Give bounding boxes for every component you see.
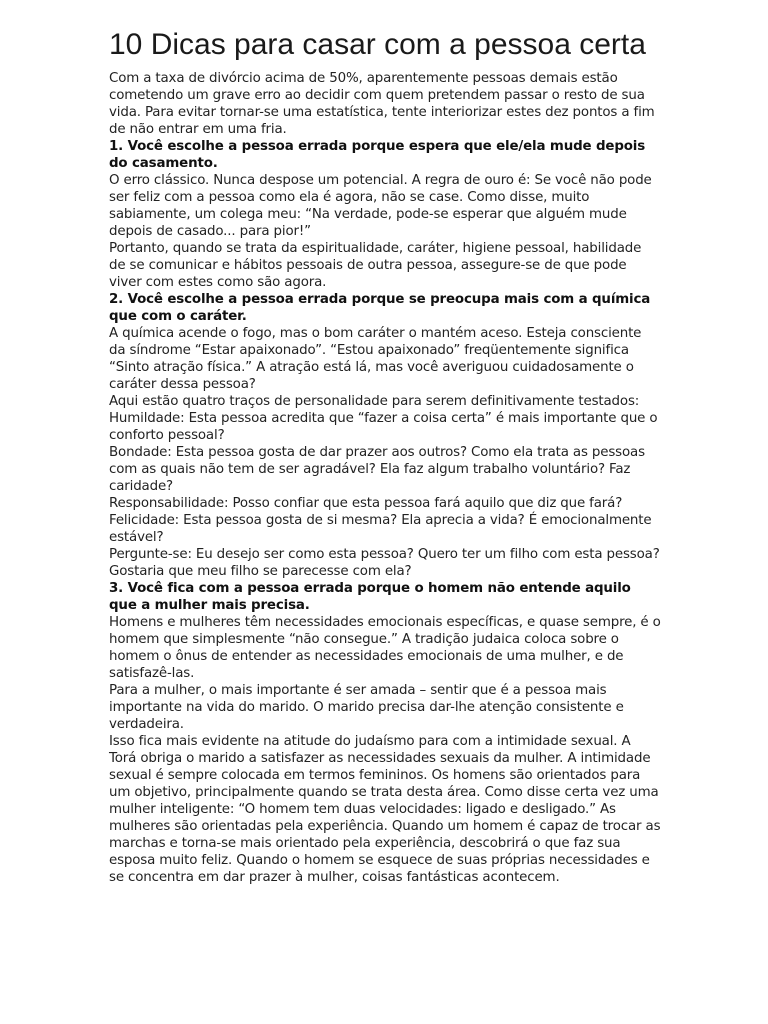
paragraph: O erro clássico. Nunca despose um potencial. A regra de ouro é: Se você não pode ser feliz com a pessoa como ela é agora, não se case. Como disse, muito sabiamente, um colega meu: “Na verdade, pode-se esperar que alguém mude depois de casado... para pior!” — [109, 173, 652, 239]
paragraph: Portanto, quando se trata da espiritualidade, caráter, higiene pessoal, habilidade de se comunicar e hábitos pessoais de outra pessoa, assegure-se de que pode viver com estes como são agora. — [109, 241, 642, 290]
paragraph: Bondade: Esta pessoa gosta de dar prazer aos outros? Como ela trata as pessoas com as quais não tem de ser agradável? Ela faz algum trabalho voluntário? Faz caridade? — [109, 445, 645, 494]
document-body — [109, 70, 661, 886]
paragraph: Felicidade: Esta pessoa gosta de si mesma? Ela aprecia a vida? É emocionalmente estável? — [109, 513, 652, 545]
paragraph: Responsabilidade: Posso confiar que esta pessoa fará aquilo que diz que fará? — [109, 496, 623, 511]
paragraph: Pergunte-se: Eu desejo ser como esta pessoa? Quero ter um filho com esta pessoa? Gostaria que meu filho se parecesse com ela? — [109, 547, 660, 579]
paragraph: Aqui estão quatro traços de personalidade para serem definitivamente testados: — [109, 394, 640, 409]
paragraph: Isso fica mais evidente na atitude do judaísmo para com a intimidade sexual. A Torá obriga o marido a satisfazer as necessidades sexuais da mulher. A intimidade sexual é sempre colocada em termos femininos. Os homens são orientados para um objetivo, principalmente quando se trata desta área. Como disse certa vez uma mulher inteligente: “O homem tem duas velocidades: ligado e desligado.” As mulheres são orientadas pela experiência. Quando um homem é capaz de trocar as marchas e torna-se mais orientado pela experiência, descobrirá o que faz sua esposa muito feliz. Quando o homem se esquece de suas próprias necessidades e se concentra em dar prazer à mulher, coisas fantásticas acontecem. — [109, 734, 661, 885]
section-heading: 2. Você escolhe a pessoa errada porque se preocupa mais com a química que com o caráter. — [109, 292, 651, 324]
paragraph: Para a mulher, o mais importante é ser amada – sentir que é a pessoa mais importante na vida do marido. O marido precisa dar-lhe atenção consistente e verdadeira. — [109, 683, 624, 732]
document-title: 10 Dicas para casar com a pessoa certa — [109, 28, 646, 61]
document-page — [109, 28, 661, 886]
paragraph: Humildade: Esta pessoa acredita que “fazer a coisa certa” é mais importante que o conforto pessoal? — [109, 411, 658, 443]
section-heading: 1. Você escolhe a pessoa errada porque espera que ele/ela mude depois do casamento. — [109, 139, 646, 171]
paragraph: Homens e mulheres têm necessidades emocionais específicas, e quase sempre, é o homem que simplesmente “não consegue.” A tradição judaica coloca sobre o homem o ônus de entender as necessidades emocionais de uma mulher, e de satisfazê-las. — [109, 615, 661, 681]
paragraph: Com a taxa de divórcio acima de 50%, aparentemente pessoas demais estão cometendo um grave erro ao decidir com quem pretendem passar o resto de sua vida. Para evitar tornar-se uma estatística, tente interiorizar estes dez pontos a fim de não entrar em uma fria. — [109, 71, 655, 137]
paragraph: A química acende o fogo, mas o bom caráter o mantém aceso. Esteja consciente da síndrome “Estar apaixonado”. “Estou apaixonado” freqüentemente significa “Sinto atração física.” A atração está lá, mas você averiguou cuidadosamente o caráter dessa pessoa? — [109, 326, 642, 392]
section-heading: 3. Você fica com a pessoa errada porque o homem não entende aquilo que a mulher mais precisa. — [109, 581, 631, 613]
